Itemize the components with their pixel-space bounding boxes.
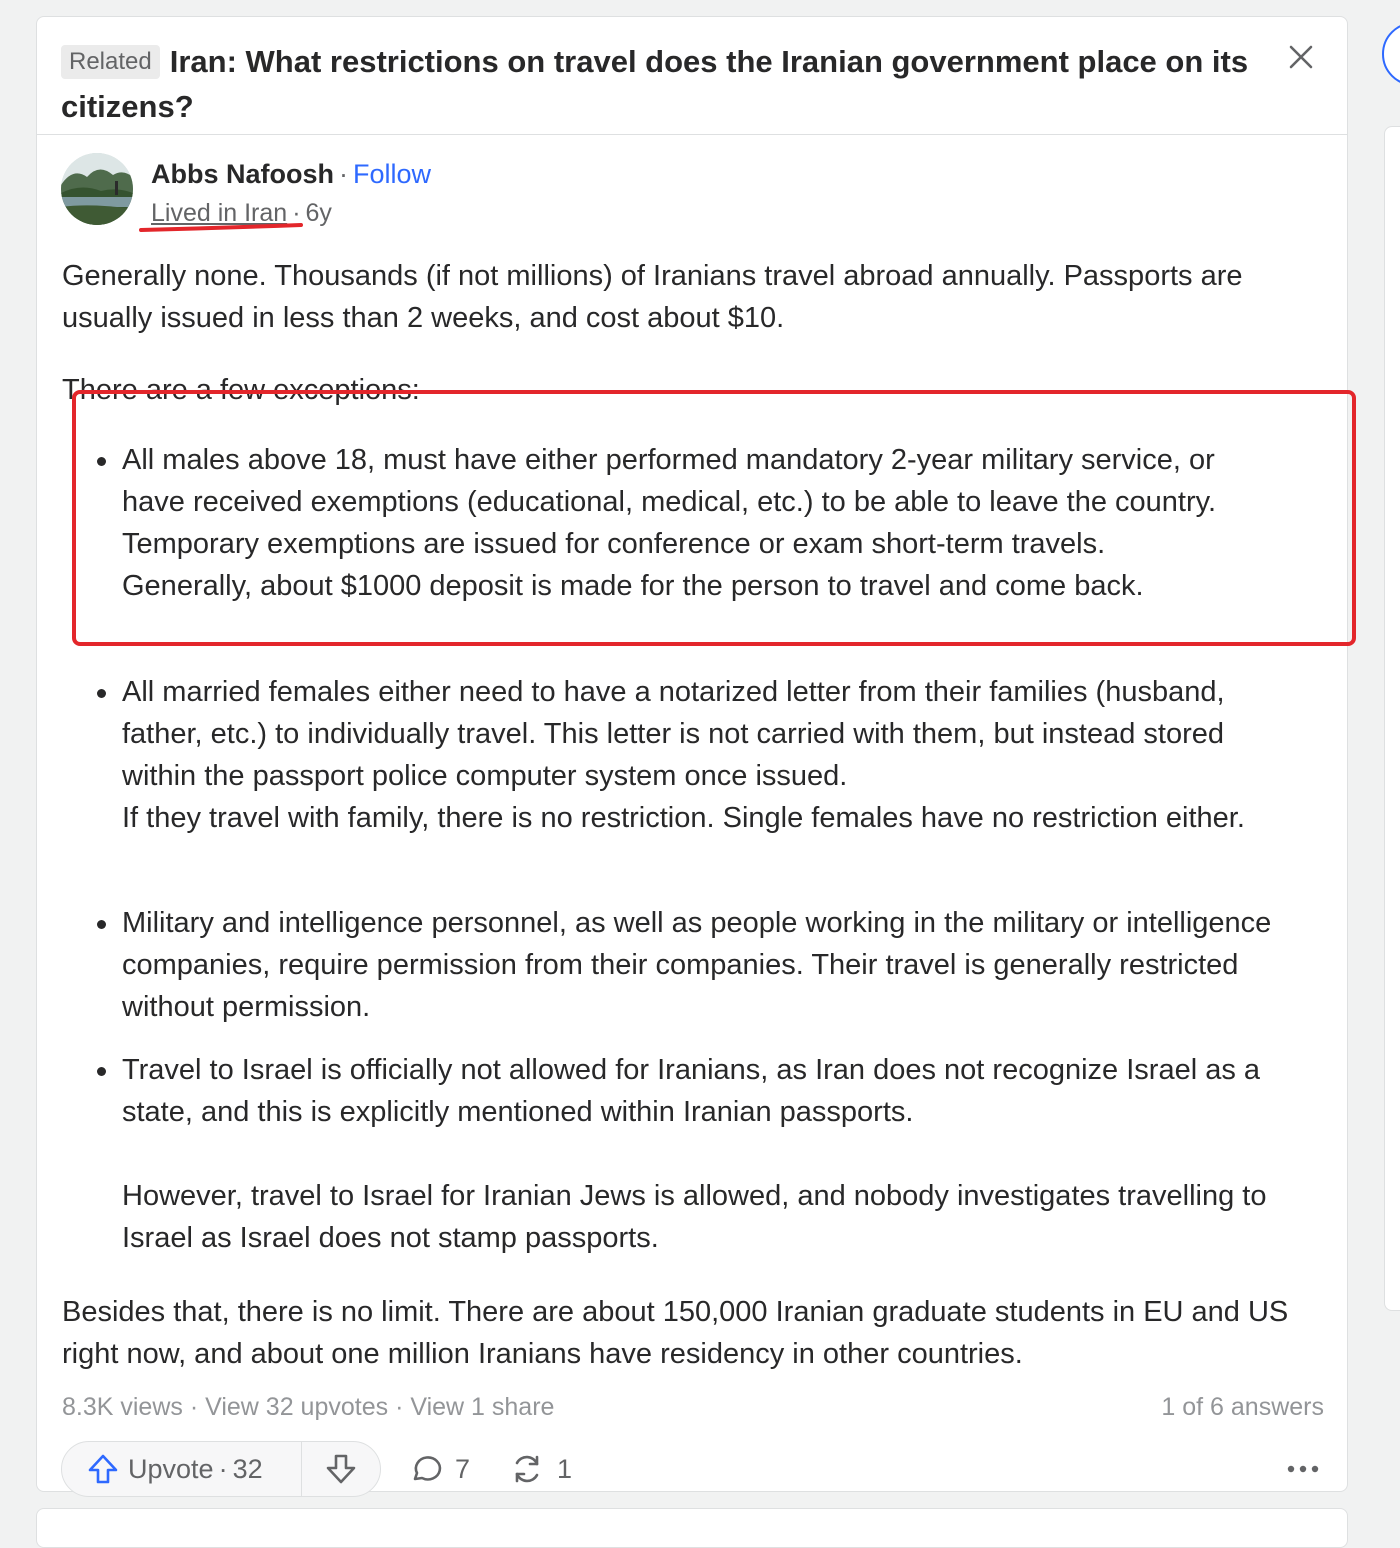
downvote-arrow-icon bbox=[324, 1452, 358, 1486]
red-underline-annotation bbox=[139, 223, 303, 235]
upvote-button[interactable] bbox=[62, 1442, 302, 1496]
next-card bbox=[36, 1508, 1348, 1548]
comments-button[interactable] bbox=[409, 1441, 470, 1497]
list-item bbox=[122, 1049, 1272, 1259]
share-cycle-icon bbox=[509, 1452, 545, 1486]
views-count[interactable]: 8.3K views bbox=[62, 1393, 183, 1421]
profile-avatar-circle[interactable] bbox=[1382, 22, 1400, 86]
answer-intro: Generally none. Thousands (if not millions) of Iranians travel abroad annually. Passports are usually issued in less than 2 weeks, and cost about $10. bbox=[62, 260, 1243, 334]
list-item bbox=[122, 902, 1272, 1028]
comment-count: 7 bbox=[455, 1453, 471, 1484]
list-item-text: Generally, about $1000 deposit is made for the person to travel and come back. bbox=[122, 570, 1144, 602]
list-item-text: Temporary exemptions are issued for conference or exam short-term travels. bbox=[122, 528, 1106, 560]
answer-card bbox=[36, 16, 1348, 1492]
upvote-label: Upvote bbox=[128, 1453, 214, 1484]
more-options-button[interactable] bbox=[1281, 1447, 1325, 1491]
question-text[interactable]: Iran: What restrictions on travel does the Iranian government place on its citizens? bbox=[61, 44, 1249, 124]
comment-bubble-icon bbox=[409, 1452, 443, 1486]
author-line bbox=[151, 157, 431, 191]
answer-closing: Besides that, there is no limit. There are about 150,000 Iranian graduate students in EU and US right now, and about one million Iranians have residency in other countries. bbox=[62, 1296, 1289, 1370]
exceptions-intro: There are a few exceptions: bbox=[62, 374, 420, 406]
answer-age[interactable]: 6y bbox=[305, 199, 332, 227]
question-header bbox=[37, 17, 1347, 135]
more-dots-icon bbox=[1286, 1464, 1320, 1474]
list-item-text: All males above 18, must have either performed mandatory 2-year military service, or have received exemptions (educational, medical, etc.) to be able to leave the country. bbox=[122, 444, 1217, 518]
author-avatar[interactable] bbox=[61, 153, 133, 225]
related-badge: Related bbox=[61, 45, 160, 79]
upvote-arrow-icon bbox=[86, 1452, 120, 1486]
answer-position[interactable]: 1 of 6 answers bbox=[1161, 1393, 1324, 1421]
stats-separator: · bbox=[395, 1393, 404, 1421]
list-item bbox=[122, 671, 1272, 839]
question-title[interactable] bbox=[61, 39, 1271, 129]
action-bar bbox=[61, 1439, 1325, 1501]
landscape-avatar-image bbox=[61, 153, 133, 225]
list-item bbox=[122, 439, 1272, 607]
follow-button[interactable]: Follow bbox=[353, 159, 432, 189]
right-sidebar-panel bbox=[1384, 126, 1400, 1311]
author-credential[interactable]: Lived in Iran bbox=[151, 199, 288, 227]
upvote-separator: · bbox=[218, 1453, 228, 1484]
list-item-text: Military and intelligence personnel, as well as people working in the military or intelligence companies, require permission from their companies. Their travel is generally restricted without permission. bbox=[122, 907, 1272, 1023]
view-upvotes-link[interactable]: View 32 upvotes bbox=[205, 1393, 389, 1421]
vote-pill bbox=[61, 1441, 381, 1497]
view-shares-link[interactable]: View 1 share bbox=[410, 1393, 555, 1421]
author-name[interactable]: Abbs Nafoosh bbox=[151, 159, 335, 189]
upvote-count: 32 bbox=[232, 1453, 263, 1484]
author-separator: · bbox=[339, 159, 349, 189]
list-item-text: If they travel with family, there is no restriction. Single females have no restriction either. bbox=[122, 802, 1245, 834]
list-item-spacer bbox=[122, 1133, 1272, 1175]
list-item-text: However, travel to Israel for Iranian Jews is allowed, and nobody investigates travelling to Israel as Israel does not stamp passports. bbox=[122, 1180, 1267, 1254]
answer-stats bbox=[62, 1390, 1324, 1424]
downvote-button[interactable] bbox=[302, 1442, 380, 1496]
list-item-text: Travel to Israel is officially not allowed for Iranians, as Iran does not recognize Israel as a state, and this is explicitly mentioned within Iranian passports. bbox=[122, 1054, 1261, 1128]
share-count: 1 bbox=[557, 1453, 573, 1484]
credential-separator: · bbox=[292, 199, 301, 227]
close-icon bbox=[1288, 44, 1314, 70]
stats-separator: · bbox=[189, 1393, 199, 1421]
share-button[interactable] bbox=[509, 1441, 572, 1497]
close-button[interactable] bbox=[1283, 39, 1319, 75]
list-item-text: All married females either need to have a notarized letter from their families (husband, father, etc.) to individually travel. This letter is not carried with them, but instead stored within the passport police computer system once issued. bbox=[122, 676, 1225, 792]
